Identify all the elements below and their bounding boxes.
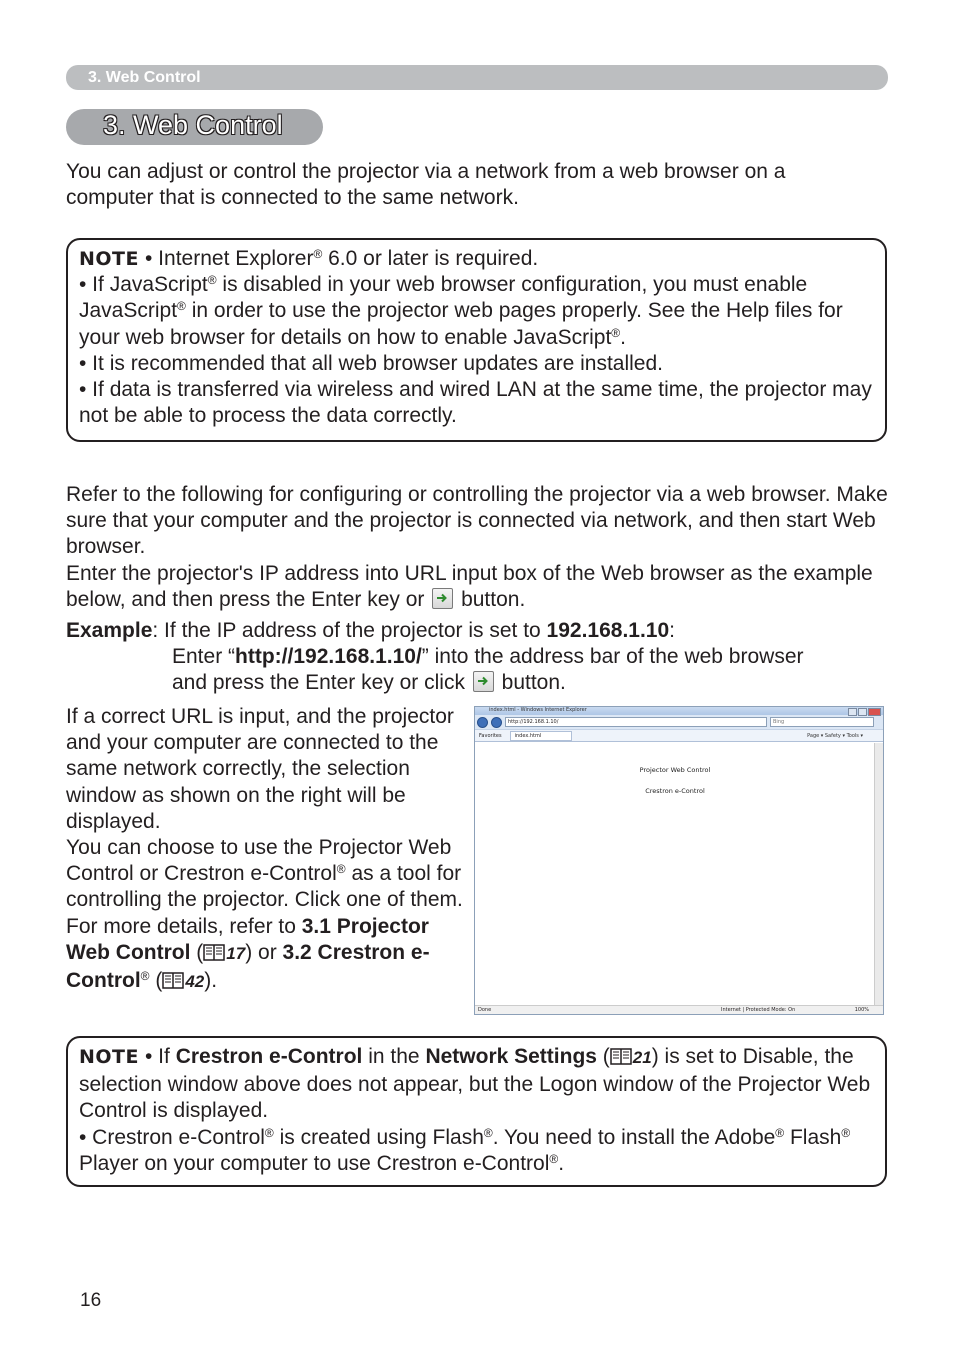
zone-text: Internet | Protected Mode: On: [721, 1007, 796, 1013]
example-text: and press the Enter key or click: [172, 671, 465, 695]
note-text: • If: [145, 1045, 176, 1068]
registered-mark: ®: [336, 862, 346, 877]
registered-mark: ®: [775, 1125, 785, 1140]
browser-scrollbar: [874, 743, 883, 1006]
note-bullet: • If data is transferred via wireless and wired LAN at the same time, the projector may not be able to process the data correctly.: [79, 378, 872, 428]
ref-crestron-e-control: 3.2 Crestron e-Control: [66, 940, 430, 993]
page-number: 16: [80, 1290, 102, 1311]
example-text: :: [669, 619, 676, 642]
favorites-label: Favorites: [479, 732, 502, 739]
note-box-crestron: NOTE • If Crestron e-Control in the Network Settings ( 21) is set to Disable, the selection window above does not appear, but the Logon window of the Projector Web Control is displayed. • Crestron e-Control® is created using Flash®. You need to install the Adobe® Flash® Player on your computer to use Crestron e-Control®.: [66, 1036, 887, 1187]
note-text: is disabled in your web browser configuration, you must enable JavaScript: [79, 273, 808, 323]
instructions-text: Enter the projector's IP address into URL input box of the Web browser as the example below, and then press the Enter key or: [66, 561, 873, 611]
book-icon: [162, 970, 184, 996]
note-bullet: • It is recommended that all web browser updates are installed.: [79, 351, 663, 375]
selection-text: or: [252, 940, 283, 964]
window-controls: [848, 708, 881, 716]
browser-address-row: [475, 715, 883, 729]
ref-page-number: 21: [632, 1048, 652, 1067]
book-icon: [610, 1046, 632, 1072]
note-box-requirements: [66, 238, 887, 442]
registered-mark: ®: [611, 325, 621, 340]
example-block: [66, 618, 896, 697]
close-icon: [868, 708, 881, 716]
selection-paragraph: If a correct URL is input, and the projector and your computer are connected to the same network correctly, the selection window as shown on the right will be displayed.: [66, 705, 454, 833]
back-icon: [477, 717, 488, 728]
example-text: : If the IP address of the projector is set to: [152, 619, 547, 642]
registered-mark: ®: [483, 1125, 493, 1140]
ref-page-number: 42: [185, 972, 205, 992]
example-text: ” into the address bar of the web browser: [421, 645, 804, 669]
forward-icon: [491, 717, 502, 728]
note-text: • If JavaScript: [79, 273, 208, 297]
projector-web-control-link: Projector Web Control: [639, 766, 711, 774]
zoom-level: 100%: [854, 1007, 869, 1013]
page-title-pill: [66, 109, 323, 145]
note-text: is created using Flash: [273, 1125, 484, 1149]
book-icon: [203, 942, 225, 968]
note-bold-text: Crestron e-Control: [175, 1045, 363, 1068]
browser-page-content: [475, 743, 875, 1006]
note-text: .: [558, 1151, 565, 1175]
note-text: .: [620, 325, 626, 349]
browser-status-bar: [475, 1005, 883, 1014]
go-arrow-icon: [432, 588, 453, 609]
browser-search-field: Bing: [770, 717, 874, 727]
registered-mark: ®: [177, 299, 186, 314]
status-text: Done: [478, 1007, 492, 1013]
example-label: Example: [66, 619, 153, 642]
minimize-icon: [848, 708, 857, 716]
section-header-bar: [66, 65, 888, 90]
section-header-label: 3. Web Control: [88, 69, 201, 86]
selection-text-block: If a correct URL is input, and the projector and your computer are connected to the same network correctly, the selection window as shown on the right will be displayed. You can choose to use the Projector Web Control or Crestron e-Control® as a tool for controlling the projector. Click one of them. For more details, refer to 3.1 Projector Web Control ( 17) or 3.2 Crestron e-Control® ( 42).: [66, 704, 470, 996]
ref-page-number: 17: [226, 943, 246, 963]
instructions-block: [66, 482, 896, 613]
note-text: . You need to install the Adobe: [492, 1125, 776, 1149]
registered-mark: ®: [549, 1151, 559, 1166]
registered-mark: ®: [264, 1125, 274, 1140]
browser-tools: Page ▾ Safety ▾ Tools ▾: [807, 732, 863, 739]
browser-tab: index.html: [510, 731, 573, 741]
page-title: 3. Web Control: [103, 110, 283, 140]
instructions-paragraph: Refer to the following for configuring or controlling the projector via a web browser. Make sure that your computer and the projector is connected via network, and then start Web browser.: [66, 483, 888, 559]
note-bold-text: Network Settings: [425, 1045, 597, 1068]
example-text: button.: [501, 671, 566, 695]
note-text: • Internet Explorer: [145, 247, 314, 270]
example-url: http://192.168.1.10/: [235, 645, 422, 669]
ref-projector-web-control: 3.1 Projector Web Control: [66, 914, 429, 964]
go-arrow-icon: [473, 671, 494, 692]
browser-title-bar: [475, 707, 883, 715]
note-text: Player on your computer to use Crestron e-Control: [79, 1151, 550, 1175]
note-text: 6.0 or later is required.: [322, 247, 539, 270]
selection-text: You can choose to use the Projector Web Control or Crestron e-Control: [66, 836, 452, 886]
registered-mark: ®: [207, 273, 217, 288]
note-label: NOTE: [79, 248, 139, 270]
example-ip: 192.168.1.10: [546, 619, 670, 642]
selection-text: as a tool for controlling the projector. Click one of them.: [66, 862, 463, 912]
note-text: ) is set to Disable, the selection window above does not appear, but the Logon window of the Projector Web Control is displayed.: [79, 1045, 871, 1123]
instructions-text: button.: [461, 587, 526, 611]
note-text: Flash: [789, 1125, 842, 1149]
note-label: NOTE: [79, 1046, 139, 1068]
selection-text: For more details, refer to: [66, 914, 302, 938]
browser-tab-row: [475, 729, 883, 742]
registered-mark: ®: [313, 247, 323, 261]
registered-mark: ®: [140, 969, 150, 984]
note-text: in the: [362, 1045, 426, 1068]
browser-title: index.html - Windows Internet Explorer: [489, 707, 587, 713]
note-text: • Crestron e-Control: [79, 1125, 265, 1149]
registered-mark: ®: [841, 1125, 851, 1140]
crestron-e-control-link: Crestron e-Control: [645, 787, 705, 795]
browser-screenshot: [474, 706, 884, 1015]
intro-paragraph: You can adjust or control the projector via a network from a web browser on a computer that is connected to the same network.: [66, 160, 786, 210]
browser-url-field: http://192.168.1.10/: [505, 717, 767, 727]
example-text: Enter “: [172, 645, 236, 669]
maximize-icon: [858, 708, 867, 716]
note-text: in order to use the projector web pages properly. See the Help files for your web browser for details on how to enable JavaScript: [79, 299, 843, 349]
